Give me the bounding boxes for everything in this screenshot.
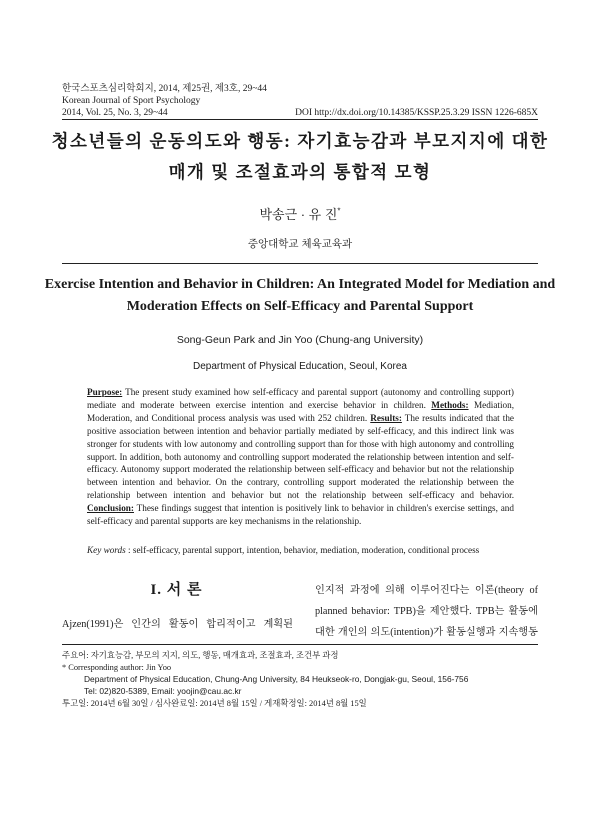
abstract-conclusion: These findings suggest that intention is positively link to behavior in children's exercise settings, and self-efficacy and parental supports are key mechanisms in the relationship. <box>87 503 514 527</box>
title-rule <box>62 263 538 264</box>
header-doi: DOI http://dx.doi.org/10.14385/KSSP.25.3.29 ISSN 1226-685X <box>295 108 538 118</box>
intro-right-column <box>315 580 538 643</box>
abstract-methods-label: Methods: <box>431 399 469 410</box>
intro-right-line2: planned behavior: TPB)을 제안했다. TPB는 활동에 <box>315 606 538 617</box>
title-en-line1: Exercise Intention and Behavior in Children: An Integrated Model for Mediation and <box>44 277 556 292</box>
title-en <box>40 274 560 318</box>
footnote-rule <box>62 644 538 645</box>
authors-en: Song-Geun Park and Jin Yoo (Chung-ang University) <box>176 334 424 346</box>
abstract-purpose: The present study examined how self-efficacy and parental support (autonomy and controlling support) mediate and moderate between exercise intention and exercise behavior in children. <box>87 387 514 410</box>
keywords <box>87 545 479 555</box>
abstract-methods: Mediation, Moderation, and Conditional process analysis was used with 252 children. <box>87 399 515 423</box>
footnote-corresponding: * Corresponding author: Jin Yoo <box>62 663 172 672</box>
abstract-results-label: Results: <box>370 412 402 423</box>
header-rule <box>62 119 538 120</box>
footnote-contact: Tel: 02)820-5389, Email: yoojin@cau.ac.kr <box>84 686 242 696</box>
title-ko-line2: 매개 및 조절효과의 통합적 모형 <box>168 162 432 182</box>
intro-left-column: Ajzen(1991)은 인간의 활동이 합리적이고 계획된 <box>62 619 293 630</box>
keywords-text: : self-efficacy, parental support, intention, behavior, mediation, moderation, conditional process <box>125 545 480 555</box>
affiliation-ko: 중앙대학교 체육교육과 <box>247 238 353 250</box>
footnote-keywords-ko: 주요어: 자기효능감, 부모의 지지, 의도, 행동, 매개효과, 조절효과, 조건부 과정 <box>62 651 339 660</box>
intro-right-line1: 인지적 과정에 의해 이루어진다는 이론(theory of <box>315 585 538 596</box>
header-journal-en: Korean Journal of Sport Psychology <box>62 96 201 106</box>
abstract <box>87 386 514 528</box>
section-heading-introduction: I. 서 론 <box>150 582 203 598</box>
intro-right-line3: 대한 개인의 의도(intention)가 활동실행과 지속행동 <box>315 627 538 638</box>
authors-ko: 박송근 · 유 진* <box>259 206 341 222</box>
header-volume: 2014, Vol. 25, No. 3, 29~44 <box>62 108 168 118</box>
footnote-address: Department of Physical Education, Chung-Ang University, 84 Heukseok-ro, Dongjak-gu, Seoul, 156-756 <box>84 674 469 684</box>
abstract-purpose-label: Purpose: <box>87 387 123 397</box>
affiliation-en: Department of Physical Education, Seoul, Korea <box>192 361 407 372</box>
abstract-results: The results indicated that the positive association between intention and behavior partially mediated by self-efficacy, and this indirect link was stronger for students with low autonomy and controlling support than for those with high autonomy and controlling support. In addition, both autonomy and controlling support moderated the relationship between intention and self-efficacy. Autonomy support moderated the relationship between self-efficacy and behavior but not the relationship between intention and behavior. On the contrary, controlling support moderated the relationship between the relationship between intention and behavior but not the relationship between self-efficacy and behavior. <box>87 412 515 501</box>
title-en-line2: Moderation Effects on Self-Efficacy and Parental Support <box>126 299 474 314</box>
footnote-dates: 투고일: 2014년 6월 30일 / 심사완료일: 2014년 8월 15일 / 게재확정일: 2014년 8월 15일 <box>62 699 367 708</box>
abstract-conclusion-label: Conclusion: <box>87 503 134 514</box>
title-ko-line1: 청소년들의 운동의도와 행동: 자기효능감과 부모지지에 대한 <box>51 131 549 151</box>
header-journal-ko: 한국스포츠심리학회지, 2014, 제25권, 제3호, 29~44 <box>62 84 267 94</box>
keywords-label: Key words <box>87 545 126 555</box>
